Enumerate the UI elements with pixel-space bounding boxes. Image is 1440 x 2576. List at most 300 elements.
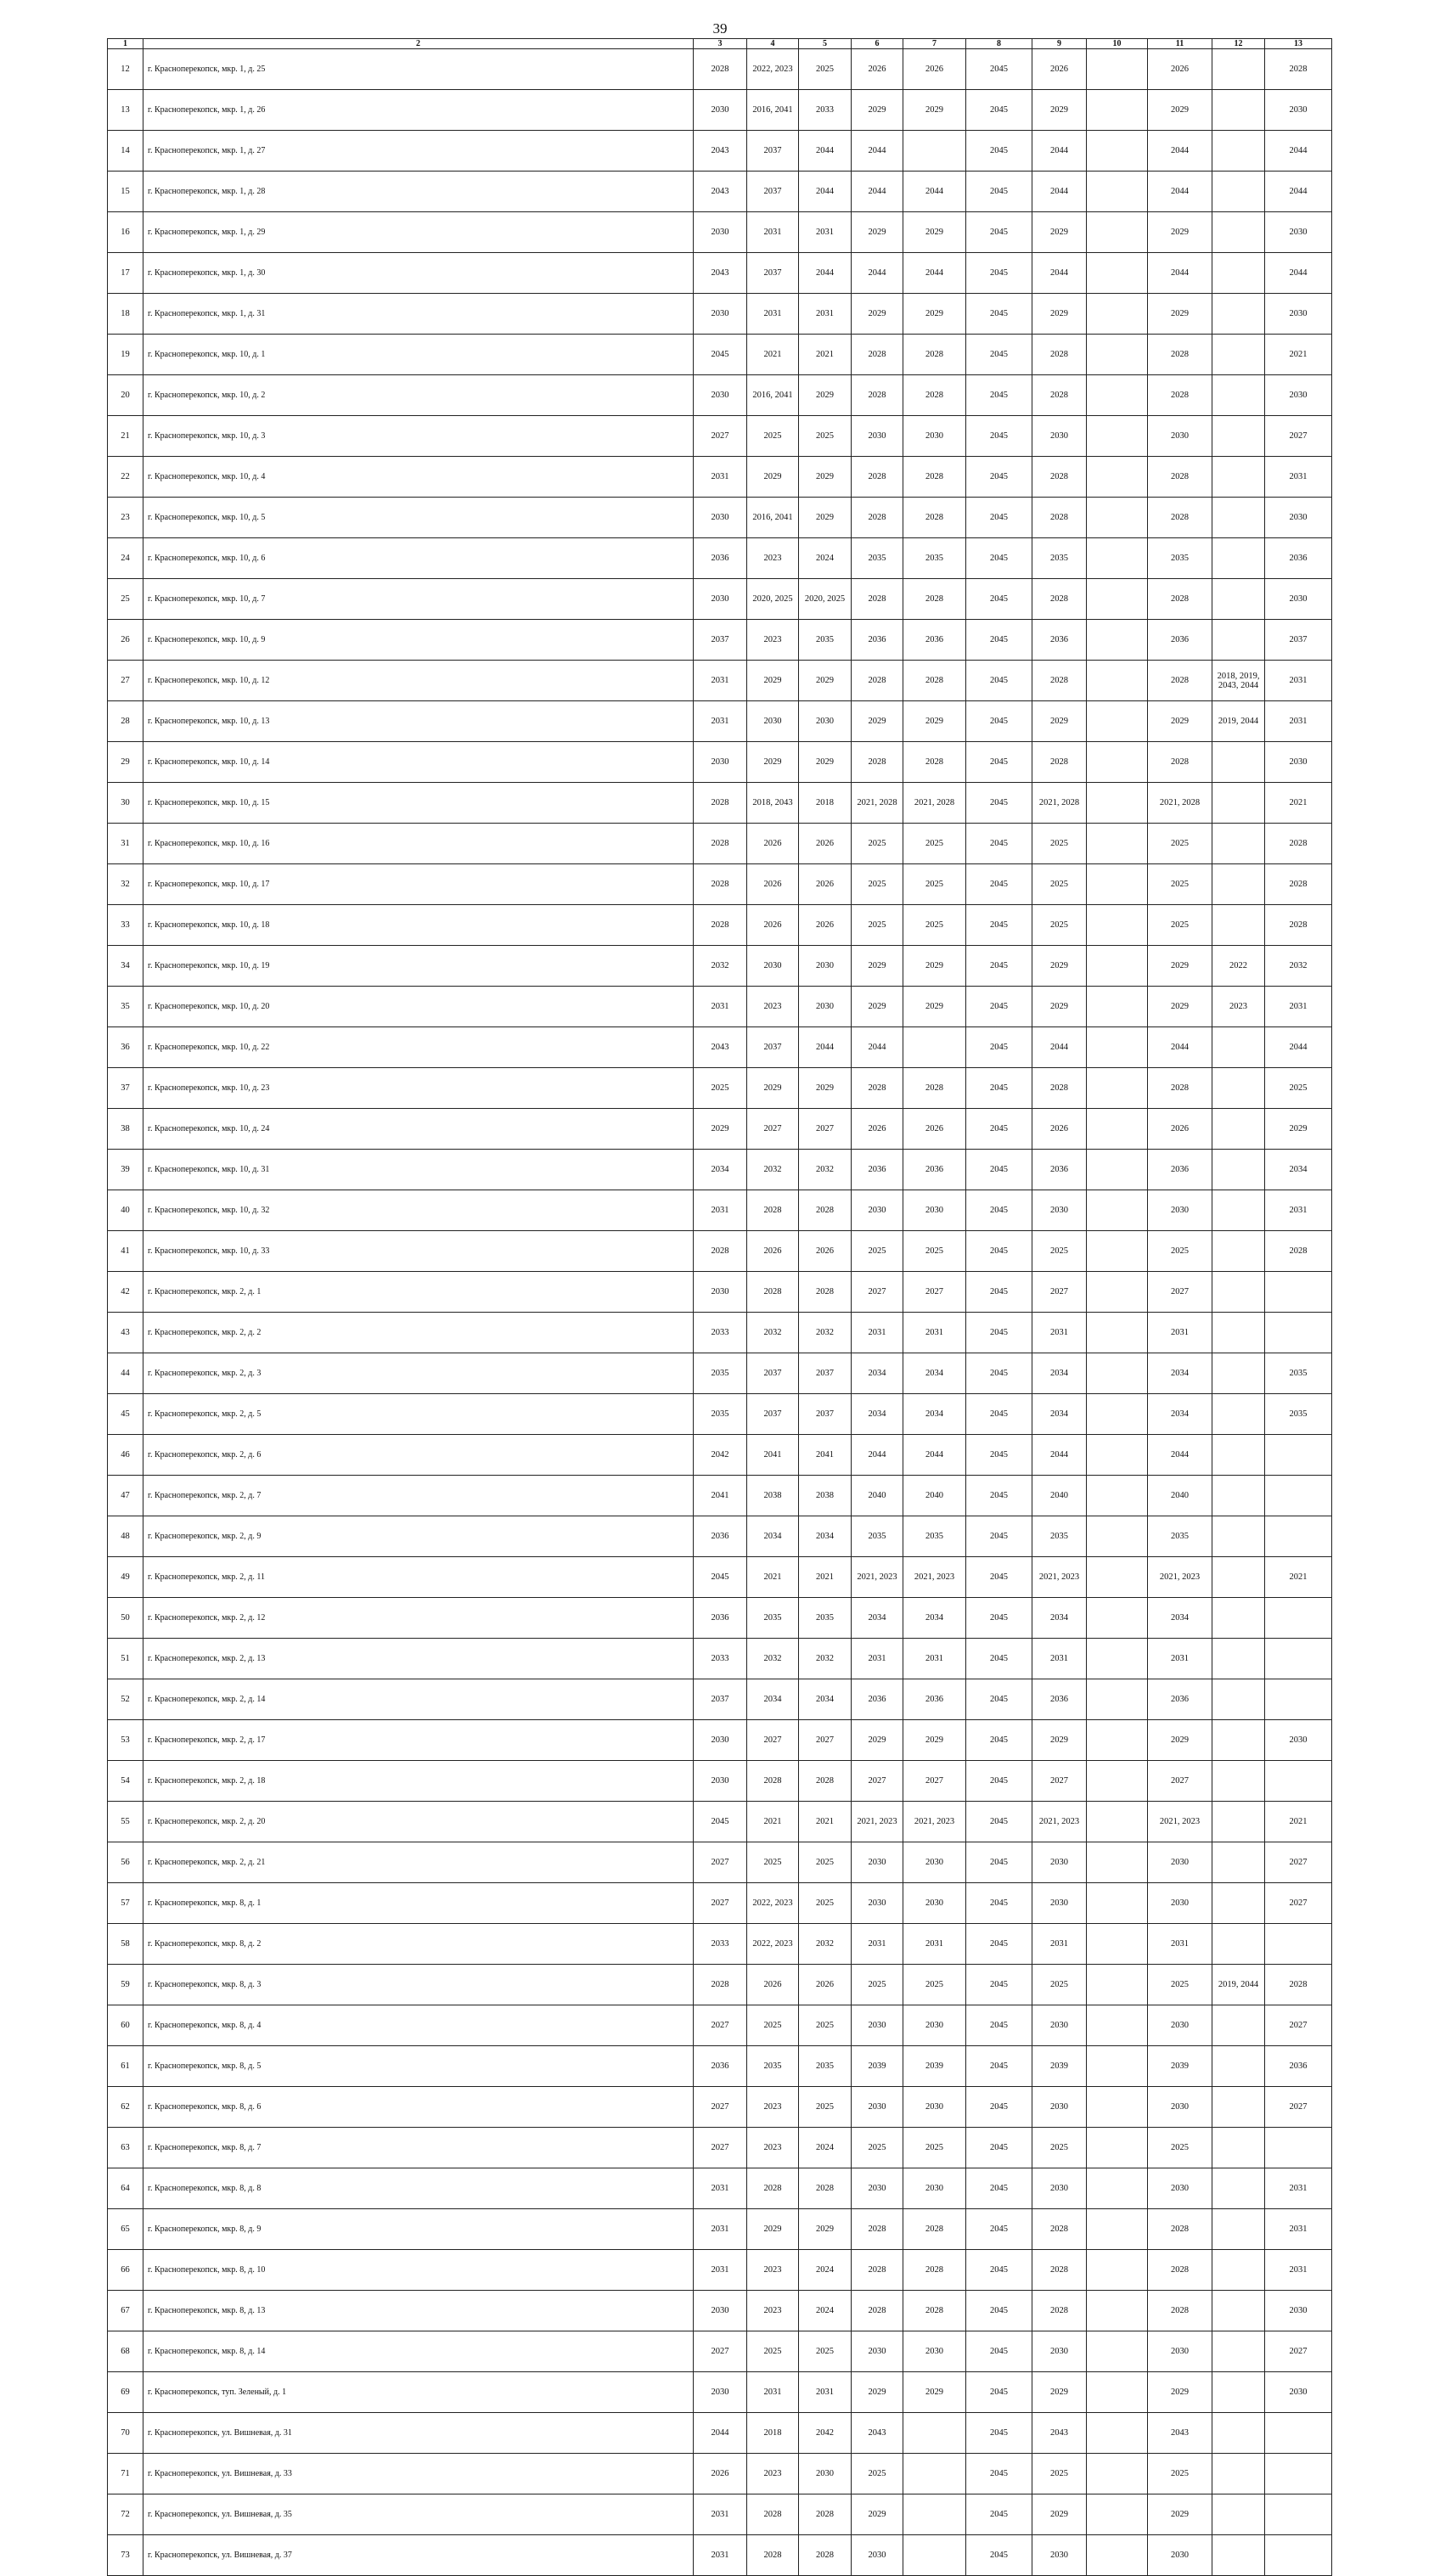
- year-cell: 2028: [852, 498, 903, 538]
- year-cell: 2029: [903, 946, 966, 987]
- row-number-cell: 27: [108, 661, 143, 701]
- row-number-cell: 47: [108, 1476, 143, 1516]
- year-cell: [1212, 2168, 1265, 2209]
- address-cell: г. Красноперекопск, мкр. 10, д. 33: [143, 1231, 694, 1272]
- year-cell: 2045: [966, 783, 1032, 824]
- year-cell: 2021: [799, 1557, 852, 1598]
- year-cell: 2030: [1032, 1842, 1087, 1883]
- year-cell: 2029: [1148, 987, 1212, 1027]
- table-row: [108, 2005, 1332, 2046]
- year-cell: 2045: [966, 375, 1032, 416]
- year-cell: 2028: [694, 1965, 747, 2005]
- year-cell: 2044: [1148, 1435, 1212, 1476]
- table-row: [108, 2046, 1332, 2087]
- year-cell: 2028: [747, 2168, 799, 2209]
- year-cell: [1087, 1435, 1148, 1476]
- address-cell: г. Красноперекопск, мкр. 10, д. 18: [143, 905, 694, 946]
- year-cell: 2029: [1032, 2494, 1087, 2535]
- year-cell: 2039: [903, 2046, 966, 2087]
- year-cell: 2025: [747, 416, 799, 457]
- address-cell: г. Красноперекопск, мкр. 1, д. 25: [143, 49, 694, 90]
- year-cell: 2025: [903, 2128, 966, 2168]
- year-cell: 2022, 2023: [747, 1883, 799, 1924]
- row-number-cell: 21: [108, 416, 143, 457]
- row-number-cell: 54: [108, 1761, 143, 1802]
- table-body: [108, 49, 1332, 2576]
- year-cell: 2025: [747, 2005, 799, 2046]
- year-cell: 2030: [1265, 375, 1332, 416]
- year-cell: 2028: [852, 2209, 903, 2250]
- year-cell: 2022: [1212, 946, 1265, 987]
- row-number-cell: 60: [108, 2005, 143, 2046]
- year-cell: 2044: [852, 1435, 903, 1476]
- year-cell: 2035: [747, 2046, 799, 2087]
- year-cell: 2037: [747, 131, 799, 172]
- address-cell: г. Красноперекопск, мкр. 8, д. 6: [143, 2087, 694, 2128]
- year-cell: 2025: [799, 1883, 852, 1924]
- year-cell: 2031: [799, 294, 852, 335]
- year-cell: 2028: [1148, 2209, 1212, 2250]
- year-cell: 2026: [903, 1109, 966, 1150]
- address-cell: г. Красноперекопск, мкр. 2, д. 11: [143, 1557, 694, 1598]
- table-row: [108, 2413, 1332, 2454]
- year-cell: 2034: [1032, 1353, 1087, 1394]
- year-cell: [1212, 1027, 1265, 1068]
- row-number-cell: 30: [108, 783, 143, 824]
- year-cell: 2029: [852, 2494, 903, 2535]
- year-cell: 2037: [799, 1394, 852, 1435]
- year-cell: 2045: [966, 579, 1032, 620]
- address-cell: г. Красноперекопск, мкр. 2, д. 20: [143, 1802, 694, 1842]
- year-cell: 2035: [1265, 1353, 1332, 1394]
- year-cell: [1087, 212, 1148, 253]
- table-row: [108, 131, 1332, 172]
- year-cell: 2035: [694, 1353, 747, 1394]
- year-cell: [1087, 1313, 1148, 1353]
- year-cell: 2045: [966, 1965, 1032, 2005]
- column-header: 3: [694, 39, 747, 49]
- year-cell: 2044: [852, 253, 903, 294]
- year-cell: [1212, 2128, 1265, 2168]
- year-cell: 2036: [1148, 1150, 1212, 1190]
- year-cell: 2029: [1032, 90, 1087, 131]
- table-row: [108, 2168, 1332, 2209]
- year-cell: 2028: [1032, 579, 1087, 620]
- column-header: 1: [108, 39, 143, 49]
- year-cell: 2030: [1265, 498, 1332, 538]
- year-cell: 2023: [1212, 987, 1265, 1027]
- year-cell: 2030: [903, 416, 966, 457]
- year-cell: 2044: [1148, 172, 1212, 212]
- year-cell: 2018: [799, 783, 852, 824]
- year-cell: [1212, 1924, 1265, 1965]
- address-cell: г. Красноперекопск, мкр. 2, д. 9: [143, 1516, 694, 1557]
- address-cell: г. Красноперекопск, мкр. 10, д. 31: [143, 1150, 694, 1190]
- year-cell: 2035: [903, 1516, 966, 1557]
- year-cell: 2030: [852, 1190, 903, 1231]
- year-cell: 2030: [1265, 579, 1332, 620]
- address-cell: г. Красноперекопск, ул. Вишневая, д. 37: [143, 2535, 694, 2576]
- year-cell: 2030: [1265, 294, 1332, 335]
- year-cell: 2030: [903, 1190, 966, 1231]
- year-cell: 2028: [903, 498, 966, 538]
- year-cell: 2033: [694, 1924, 747, 1965]
- year-cell: 2031: [1148, 1313, 1212, 1353]
- year-cell: [1212, 1109, 1265, 1150]
- table-row: [108, 1027, 1332, 1068]
- year-cell: 2036: [1032, 1679, 1087, 1720]
- year-cell: 2034: [1148, 1353, 1212, 1394]
- year-cell: 2028: [852, 2291, 903, 2331]
- row-number-cell: 32: [108, 864, 143, 905]
- table-row: [108, 824, 1332, 864]
- year-cell: 2028: [1265, 864, 1332, 905]
- address-cell: г. Красноперекопск, мкр. 1, д. 28: [143, 172, 694, 212]
- year-cell: 2030: [799, 701, 852, 742]
- row-number-cell: 48: [108, 1516, 143, 1557]
- year-cell: 2030: [903, 2168, 966, 2209]
- year-cell: 2034: [903, 1598, 966, 1639]
- address-cell: г. Красноперекопск, туп. Зеленый, д. 1: [143, 2372, 694, 2413]
- year-cell: [1087, 2005, 1148, 2046]
- year-cell: 2044: [1265, 131, 1332, 172]
- row-number-cell: 66: [108, 2250, 143, 2291]
- address-cell: г. Красноперекопск, мкр. 8, д. 4: [143, 2005, 694, 2046]
- year-cell: 2035: [799, 1598, 852, 1639]
- year-cell: 2034: [852, 1394, 903, 1435]
- table-row: [108, 905, 1332, 946]
- year-cell: 2044: [1265, 253, 1332, 294]
- year-cell: 2028: [694, 1231, 747, 1272]
- year-cell: 2045: [966, 1842, 1032, 1883]
- year-cell: 2025: [747, 2331, 799, 2372]
- address-cell: г. Красноперекопск, мкр. 8, д. 8: [143, 2168, 694, 2209]
- year-cell: 2029: [903, 90, 966, 131]
- year-cell: 2025: [852, 1231, 903, 1272]
- address-cell: г. Красноперекопск, мкр. 10, д. 1: [143, 335, 694, 375]
- year-cell: [1212, 1190, 1265, 1231]
- year-cell: [1087, 864, 1148, 905]
- year-cell: 2044: [852, 1027, 903, 1068]
- year-cell: [1087, 131, 1148, 172]
- year-cell: 2045: [966, 1353, 1032, 1394]
- year-cell: 2028: [1148, 579, 1212, 620]
- address-cell: г. Красноперекопск, мкр. 2, д. 1: [143, 1272, 694, 1313]
- year-cell: 2041: [694, 1476, 747, 1516]
- year-cell: 2030: [694, 2291, 747, 2331]
- year-cell: [1212, 172, 1265, 212]
- year-cell: [1212, 1353, 1265, 1394]
- year-cell: 2028: [1148, 335, 1212, 375]
- year-cell: 2036: [903, 1150, 966, 1190]
- year-cell: [1265, 2494, 1332, 2535]
- year-cell: [1212, 1557, 1265, 1598]
- year-cell: [1087, 172, 1148, 212]
- year-cell: 2044: [852, 172, 903, 212]
- year-cell: 2028: [747, 1190, 799, 1231]
- year-cell: 2030: [852, 2535, 903, 2576]
- year-cell: 2045: [966, 742, 1032, 783]
- year-cell: 2030: [1032, 416, 1087, 457]
- year-cell: 2030: [694, 1272, 747, 1313]
- year-cell: 2025: [852, 2128, 903, 2168]
- year-cell: [1087, 1924, 1148, 1965]
- year-cell: 2031: [799, 212, 852, 253]
- year-cell: 2021, 2023: [903, 1802, 966, 1842]
- year-cell: 2027: [694, 2005, 747, 2046]
- year-cell: 2030: [694, 1761, 747, 1802]
- row-number-cell: 51: [108, 1639, 143, 1679]
- row-number-cell: 69: [108, 2372, 143, 2413]
- year-cell: 2032: [799, 1639, 852, 1679]
- year-cell: 2023: [747, 2250, 799, 2291]
- year-cell: 2029: [799, 375, 852, 416]
- row-number-cell: 13: [108, 90, 143, 131]
- year-cell: [903, 2494, 966, 2535]
- year-cell: [1212, 1883, 1265, 1924]
- year-cell: 2027: [747, 1109, 799, 1150]
- year-cell: 2028: [1032, 661, 1087, 701]
- year-cell: 2029: [1032, 946, 1087, 987]
- column-header: 10: [1087, 39, 1148, 49]
- year-cell: 2039: [1148, 2046, 1212, 2087]
- year-cell: 2035: [1265, 1394, 1332, 1435]
- year-cell: 2036: [694, 2046, 747, 2087]
- year-cell: 2025: [1148, 864, 1212, 905]
- year-cell: 2029: [1148, 294, 1212, 335]
- row-number-cell: 38: [108, 1109, 143, 1150]
- header-row: [108, 39, 1332, 49]
- year-cell: 2036: [694, 1598, 747, 1639]
- year-cell: 2045: [966, 1394, 1032, 1435]
- year-cell: [1212, 1679, 1265, 1720]
- year-cell: 2031: [694, 661, 747, 701]
- year-cell: 2036: [903, 1679, 966, 1720]
- year-cell: 2024: [799, 2250, 852, 2291]
- year-cell: 2021: [1265, 1802, 1332, 1842]
- year-cell: 2029: [903, 1720, 966, 1761]
- table-row: [108, 2291, 1332, 2331]
- year-cell: 2021, 2028: [1148, 783, 1212, 824]
- year-cell: [1087, 90, 1148, 131]
- year-cell: [1212, 212, 1265, 253]
- year-cell: 2037: [747, 1353, 799, 1394]
- row-number-cell: 61: [108, 2046, 143, 2087]
- address-cell: г. Красноперекопск, мкр. 10, д. 14: [143, 742, 694, 783]
- table-row: [108, 1109, 1332, 1150]
- year-cell: 2025: [799, 49, 852, 90]
- year-cell: 2029: [852, 294, 903, 335]
- year-cell: 2037: [747, 253, 799, 294]
- year-cell: [1087, 1150, 1148, 1190]
- year-cell: [1212, 905, 1265, 946]
- year-cell: [1212, 49, 1265, 90]
- address-cell: г. Красноперекопск, мкр. 8, д. 3: [143, 1965, 694, 2005]
- address-cell: г. Красноперекопск, мкр. 10, д. 9: [143, 620, 694, 661]
- year-cell: 2029: [747, 742, 799, 783]
- year-cell: 2029: [747, 1068, 799, 1109]
- table-row: [108, 742, 1332, 783]
- row-number-cell: 67: [108, 2291, 143, 2331]
- address-cell: г. Красноперекопск, мкр. 10, д. 24: [143, 1109, 694, 1150]
- table-row: [108, 2494, 1332, 2535]
- address-cell: г. Красноперекопск, мкр. 8, д. 14: [143, 2331, 694, 2372]
- year-cell: 2045: [694, 1557, 747, 1598]
- year-cell: 2028: [852, 375, 903, 416]
- year-cell: [1087, 2250, 1148, 2291]
- year-cell: 2029: [1148, 1720, 1212, 1761]
- year-cell: [1087, 457, 1148, 498]
- address-cell: г. Красноперекопск, мкр. 1, д. 29: [143, 212, 694, 253]
- year-cell: 2044: [1032, 253, 1087, 294]
- year-cell: 2034: [1032, 1394, 1087, 1435]
- year-cell: 2045: [966, 1924, 1032, 1965]
- year-cell: [1087, 1476, 1148, 1516]
- year-cell: 2026: [747, 1231, 799, 1272]
- year-cell: 2031: [1265, 2250, 1332, 2291]
- year-cell: 2029: [903, 701, 966, 742]
- year-cell: 2025: [799, 2087, 852, 2128]
- year-cell: 2034: [747, 1679, 799, 1720]
- year-cell: 2045: [966, 2168, 1032, 2209]
- row-number-cell: 24: [108, 538, 143, 579]
- year-cell: 2045: [966, 172, 1032, 212]
- year-cell: 2037: [694, 620, 747, 661]
- table-header: [108, 39, 1332, 49]
- column-header: 8: [966, 39, 1032, 49]
- table-row: [108, 294, 1332, 335]
- year-cell: [1087, 498, 1148, 538]
- year-cell: 2029: [1148, 90, 1212, 131]
- address-cell: г. Красноперекопск, мкр. 8, д. 1: [143, 1883, 694, 1924]
- year-cell: 2045: [966, 1313, 1032, 1353]
- year-cell: 2029: [852, 987, 903, 1027]
- year-cell: 2027: [903, 1761, 966, 1802]
- year-cell: 2028: [903, 2209, 966, 2250]
- row-number-cell: 28: [108, 701, 143, 742]
- year-cell: 2030: [799, 987, 852, 1027]
- row-number-cell: 33: [108, 905, 143, 946]
- year-cell: 2042: [799, 2413, 852, 2454]
- row-number-cell: 22: [108, 457, 143, 498]
- year-cell: 2034: [852, 1598, 903, 1639]
- year-cell: 2044: [903, 1435, 966, 1476]
- year-cell: 2031: [1265, 457, 1332, 498]
- year-cell: 2020, 2025: [747, 579, 799, 620]
- year-cell: 2026: [799, 1965, 852, 2005]
- year-cell: 2028: [903, 457, 966, 498]
- year-cell: 2030: [1265, 1720, 1332, 1761]
- year-cell: 2030: [1265, 2291, 1332, 2331]
- address-cell: г. Красноперекопск, мкр. 8, д. 2: [143, 1924, 694, 1965]
- year-cell: 2036: [903, 620, 966, 661]
- year-cell: 2028: [1265, 824, 1332, 864]
- year-cell: 2021: [799, 1802, 852, 1842]
- row-number-cell: 45: [108, 1394, 143, 1435]
- year-cell: [1087, 1394, 1148, 1435]
- address-cell: г. Красноперекопск, мкр. 10, д. 23: [143, 1068, 694, 1109]
- column-header: 5: [799, 39, 852, 49]
- year-cell: 2030: [852, 2168, 903, 2209]
- table-row: [108, 2454, 1332, 2494]
- year-cell: 2029: [1265, 1109, 1332, 1150]
- table-row: [108, 2372, 1332, 2413]
- year-cell: 2032: [799, 1924, 852, 1965]
- year-cell: [1212, 579, 1265, 620]
- year-cell: 2031: [1148, 1924, 1212, 1965]
- year-cell: 2037: [747, 1027, 799, 1068]
- year-cell: [1087, 824, 1148, 864]
- table-row: [108, 90, 1332, 131]
- address-cell: г. Красноперекопск, мкр. 10, д. 22: [143, 1027, 694, 1068]
- year-cell: [1087, 2331, 1148, 2372]
- year-cell: 2025: [694, 1068, 747, 1109]
- year-cell: 2044: [799, 131, 852, 172]
- year-cell: [1212, 457, 1265, 498]
- year-cell: 2031: [1265, 2168, 1332, 2209]
- address-cell: г. Красноперекопск, мкр. 1, д. 26: [143, 90, 694, 131]
- year-cell: 2026: [799, 905, 852, 946]
- year-cell: [1212, 742, 1265, 783]
- year-cell: 2021, 2023: [903, 1557, 966, 1598]
- year-cell: [1212, 2372, 1265, 2413]
- year-cell: 2045: [966, 1190, 1032, 1231]
- year-cell: 2045: [966, 2413, 1032, 2454]
- column-header: 9: [1032, 39, 1087, 49]
- year-cell: 2044: [903, 253, 966, 294]
- year-cell: [1265, 1435, 1332, 1476]
- table-row: [108, 987, 1332, 1027]
- year-cell: [1212, 1068, 1265, 1109]
- row-number-cell: 43: [108, 1313, 143, 1353]
- year-cell: 2030: [1032, 1190, 1087, 1231]
- year-cell: 2028: [852, 457, 903, 498]
- table-row: [108, 1965, 1332, 2005]
- row-number-cell: 57: [108, 1883, 143, 1924]
- year-cell: 2030: [903, 2087, 966, 2128]
- year-cell: 2028: [1032, 742, 1087, 783]
- year-cell: 2028: [903, 742, 966, 783]
- year-cell: 2028: [852, 335, 903, 375]
- year-cell: [1087, 2454, 1148, 2494]
- year-cell: 2040: [1032, 1476, 1087, 1516]
- year-cell: [903, 2413, 966, 2454]
- year-cell: 2026: [1148, 49, 1212, 90]
- year-cell: 2029: [799, 2209, 852, 2250]
- year-cell: [1212, 1842, 1265, 1883]
- year-cell: 2035: [694, 1394, 747, 1435]
- year-cell: 2045: [966, 1272, 1032, 1313]
- year-cell: 2022, 2023: [747, 49, 799, 90]
- year-cell: 2021: [747, 1802, 799, 1842]
- year-cell: [1212, 253, 1265, 294]
- year-cell: 2025: [852, 905, 903, 946]
- year-cell: [1212, 1231, 1265, 1272]
- year-cell: 2025: [1032, 1965, 1087, 2005]
- year-cell: [1212, 1598, 1265, 1639]
- year-cell: [1087, 1761, 1148, 1802]
- year-cell: 2031: [694, 2535, 747, 2576]
- year-cell: 2031: [852, 1639, 903, 1679]
- year-cell: 2025: [1032, 864, 1087, 905]
- year-cell: [1087, 1353, 1148, 1394]
- year-cell: 2029: [1148, 946, 1212, 987]
- year-cell: 2025: [852, 2454, 903, 2494]
- year-cell: 2045: [966, 1761, 1032, 1802]
- year-cell: 2028: [852, 2250, 903, 2291]
- year-cell: 2045: [966, 1720, 1032, 1761]
- year-cell: [1265, 1761, 1332, 1802]
